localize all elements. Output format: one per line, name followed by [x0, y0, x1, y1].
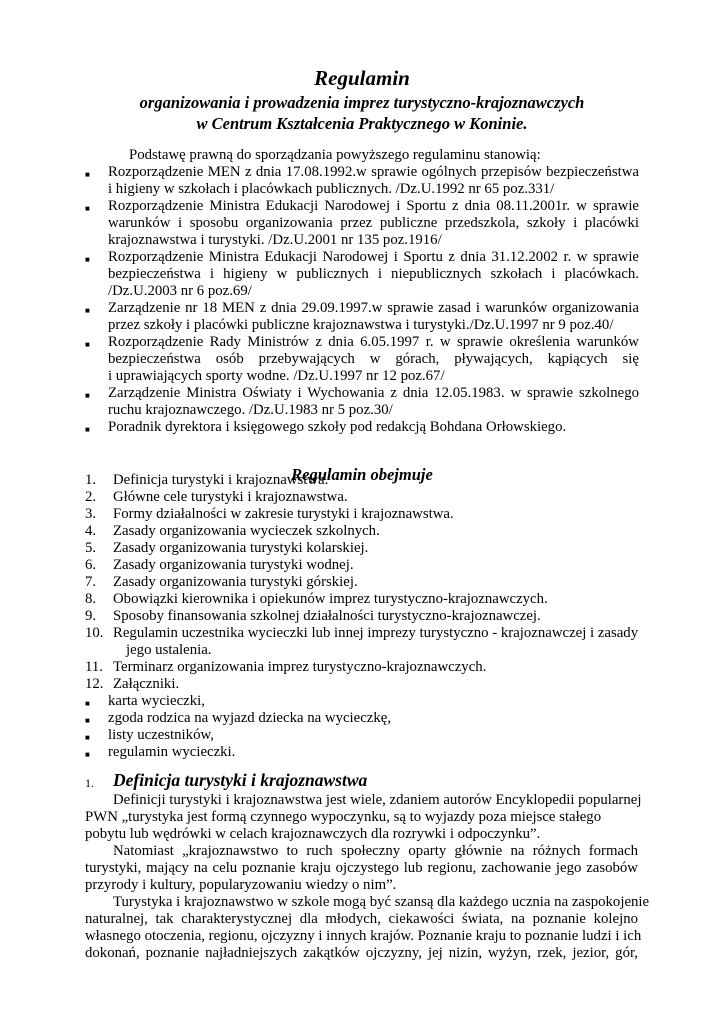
contents-number: 12.: [85, 676, 104, 692]
legal-basis-line: i higieny w szkołach i placówkach publicznych. /Dz.U.1992 nr 65 poz.331/: [108, 181, 555, 197]
legal-basis-line: /Dz.U.2003 nr 6 poz.69/: [108, 283, 252, 299]
contents-number: 2.: [85, 489, 97, 505]
bullet-icon: ■: [85, 204, 90, 213]
section-title: Regulamin obejmuje: [291, 464, 433, 484]
legal-basis-line: Poradnik dyrektora i księgowego szkoły pod redakcją Bohdana Orłowskiego.: [108, 419, 567, 435]
document-subtitle-line-1: organizowania i prowadzenia imprez turystyczno-krajoznawczych: [139, 93, 585, 112]
contents-number: 8.: [85, 591, 97, 607]
chapter-number: 1.: [85, 776, 94, 790]
contents-number: 4.: [85, 523, 97, 539]
contents-number: 11.: [85, 659, 103, 675]
document-subtitle-line-2: w Centrum Kształcenia Praktycznego w Koninie.: [196, 114, 528, 133]
legal-basis-line: Rozporządzenie Ministra Edukacji Narodowej i Sportu z dnia 08.11.2001r. w sprawie: [108, 198, 639, 214]
body-line: pobytu lub wędrówki w celach krajoznawczych dla rozrywki i odpoczynku”.: [85, 826, 541, 842]
contents-item: Formy działalności w zakresie turystyki i krajoznawstwa.: [113, 506, 454, 522]
body-line: Turystyka i krajoznawstwo w szkole mogą być szansą dla każdego ucznia na zaspokojenie: [113, 894, 650, 910]
legal-basis-line: Rozporządzenie Rady Ministrów z dnia 6.05.1997 r. w sprawie określenia warunków: [108, 334, 639, 350]
body-line: turystyki, mający na celu poznanie kraju ojczystego lub regionu, zachowanie jego zasobów: [85, 860, 638, 876]
document-title: Regulamin: [314, 66, 410, 90]
bullet-icon: ■: [85, 391, 90, 400]
legal-basis-line: i uprawiających sporty wodne. /Dz.U.1997 nr 12 poz.67/: [108, 368, 445, 384]
contents-number: 5.: [85, 540, 97, 556]
contents-number: 1.: [85, 472, 97, 488]
bullet-icon: ■: [85, 716, 90, 725]
contents-item: Terminarz organizowania imprez turystyczno-krajoznawczych.: [113, 659, 487, 675]
legal-basis-line: Rozporządzenie Ministra Edukacji Narodowej i Sportu z dnia 31.12.2002 r. w sprawie: [108, 249, 639, 265]
contents-number: 3.: [85, 506, 97, 522]
bullet-icon: ■: [85, 255, 90, 264]
legal-basis-line: warunków i sposobu organizowania przez publiczne przedszkola, szkoły i placówki: [108, 215, 639, 231]
body-line: Natomiast „krajoznawstwo to ruch społeczny oparty głównie na różnych formach: [113, 843, 638, 859]
contents-item: Zasady organizowania wycieczek szkolnych.: [113, 523, 380, 539]
legal-basis-line: Zarządzenie nr 18 MEN z dnia 29.09.1997.w sprawie zasad i warunków organizowania: [108, 300, 639, 316]
body-line: Definicji turystyki i krajoznawstwa jest wiele, zdaniem autorów Encyklopedii popularnej: [113, 792, 642, 808]
bullet-icon: ■: [85, 750, 90, 759]
contents-item: Załączniki.: [113, 676, 180, 692]
legal-basis-line: krajoznawstwa i turystyki. /Dz.U.2001 nr 135 poz.1916/: [108, 232, 442, 248]
bullet-icon: ■: [85, 425, 90, 434]
body-line: dokonań, poznanie najładniejszych zakątków ojczyzny, jej nizin, wyżyn, rzek, jezior, gór,: [85, 945, 638, 961]
intro-paragraph: Podstawę prawną do sporządzania powyższego regulaminu stanowią:: [129, 147, 541, 163]
attachment-item: zgoda rodzica na wyjazd dziecka na wycieczkę,: [108, 710, 392, 726]
bullet-icon: ■: [85, 699, 90, 708]
contents-item: Regulamin uczestnika wycieczki lub innej imprezy turystyczno - krajoznawczej i zasady: [113, 625, 639, 641]
body-line: PWN „turystyka jest formą czynnego wypoczynku, są to wyjazdy poza miejsce stałego: [85, 809, 602, 825]
bullet-icon: ■: [85, 306, 90, 315]
contents-number: 6.: [85, 557, 97, 573]
contents-number: 9.: [85, 608, 97, 624]
contents-number: 7.: [85, 574, 97, 590]
legal-basis-line: bezpieczeństwa i higieny w publicznych i niepublicznych szkołach i placówkach.: [108, 266, 639, 282]
contents-item: Zasady organizowania turystyki wodnej.: [113, 557, 354, 573]
contents-item: Definicja turystyki i krajoznawstwa.: [113, 472, 329, 488]
legal-basis-line: Rozporządzenie MEN z dnia 17.08.1992.w sprawie ogólnych przepisów bezpieczeństwa: [108, 164, 639, 180]
bullet-icon: ■: [85, 340, 90, 349]
body-line: naturalnej, tak charakterystycznej dla młodych, ciekawości świata, na poznanie kolejno: [85, 911, 638, 927]
attachment-item: karta wycieczki,: [108, 693, 205, 709]
legal-basis-line: Zarządzenie Ministra Oświaty i Wychowania z dnia 12.05.1983. w sprawie szkolnego: [108, 385, 639, 401]
chapter-title: Definicja turystyki i krajoznawstwa: [113, 770, 368, 790]
bullet-icon: ■: [85, 733, 90, 742]
legal-basis-line: przez szkoły i placówki publiczne krajoznawstwa i turystyki./Dz.U.1997 nr 9 poz.40/: [108, 317, 614, 333]
attachment-item: regulamin wycieczki.: [108, 744, 236, 760]
contents-number: 10.: [85, 625, 104, 641]
attachment-item: listy uczestników,: [108, 727, 214, 743]
body-line: przyrody i kultury, popularyzowaniu wiedzy o nim”.: [85, 877, 397, 893]
bullet-icon: ■: [85, 170, 90, 179]
contents-item: Zasady organizowania turystyki górskiej.: [113, 574, 358, 590]
body-line: własnego otoczenia, regionu, ojczyzny i innych krajów. Poznanie kraju to poznanie ludzi i ich: [85, 928, 642, 944]
contents-item: Główne cele turystyki i krajoznawstwa.: [113, 489, 348, 505]
contents-item: Sposoby finansowania szkolnej działalności turystyczno-krajoznawczej.: [113, 608, 541, 624]
contents-item: Zasady organizowania turystyki kolarskiej.: [113, 540, 369, 556]
contents-item: Obowiązki kierownika i opiekunów imprez turystyczno-krajoznawczych.: [113, 591, 548, 607]
contents-item-continuation: jego ustalenia.: [126, 642, 212, 658]
legal-basis-line: bezpieczeństwa osób przebywających w górach, pływających, kąpiących się: [108, 351, 639, 367]
legal-basis-line: ruchu krajoznawczego. /Dz.U.1983 nr 5 poz.30/: [108, 402, 393, 418]
